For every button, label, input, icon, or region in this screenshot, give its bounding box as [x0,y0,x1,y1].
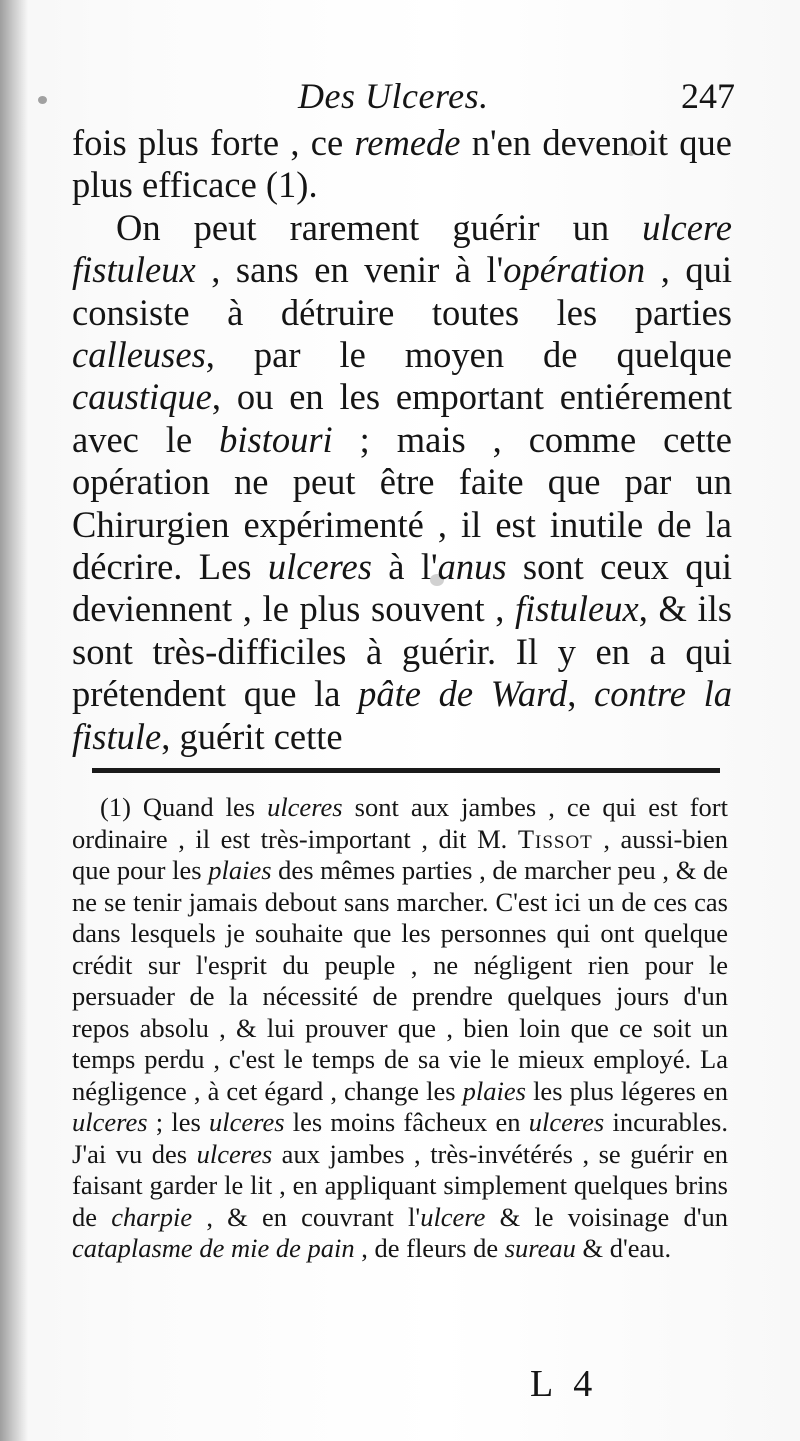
italic-run: sureau [504,1233,576,1263]
italic-run: opération [503,249,646,291]
italic-run: ulceres [267,546,372,588]
italic-run: caustique [72,376,212,418]
italic-run: ulceres [528,1107,605,1137]
italic-run: cataplasme de mie de pain [72,1233,355,1263]
text-run: des mêmes parties , de marcher peu , & de ne se tenir jamais debout sans marcher. C'est ici un de ces cas dans lesquels je souhaite que les personnes qui ont quelque crédit sur l'esprit du peuple , ne négligent rien pour le persuader de la nécessité de prendre quelques jours d'un repos absolu , & lui prouver que , bien loin que ce soit un temps perdu , c'est le temps de sa vie le mieux employé. La négligence , à cet égard , change les [72,855,728,1106]
italic-run: charpie [111,1201,193,1232]
page-header [70,72,735,122]
italic-run: ulceres [72,1107,148,1137]
text-run: , qui consiste à détruire toutes les parties [72,249,732,333]
main-text [72,122,732,758]
footnote-rule [92,768,720,773]
text-run: & d'eau. [575,1233,672,1263]
footnote-paragraph [72,792,728,1265]
text-run: , [567,673,595,715]
italic-run: plaies [208,855,272,885]
italic-run: remede [354,122,461,163]
text-run: ; les [147,1107,209,1137]
text-run: aux jambes , très-invétérés , se guérir en faisant garder le lit , en appliquant simplement quelques brins de [72,1138,728,1232]
text-run: , ou en les emportant entiérement avec le [72,376,732,460]
footnote [72,792,728,1265]
italic-run: ulceres [267,792,343,822]
text-run: & le voisinage d'un [485,1201,728,1232]
italic-run: pâte de Ward [358,673,568,715]
italic-run: calleuses [72,334,206,376]
text-run: fois plus forte , ce [72,122,355,163]
italic-run: ulceres [208,1107,285,1137]
italic-run: contre la fistule [72,673,732,757]
italic-run: ulceres [196,1138,273,1169]
author-name: Tissot [517,823,593,854]
text-run: , & en couvrant l' [192,1201,421,1232]
text-run: , de fleurs de [354,1233,505,1263]
text-run: , sans en venir à l' [195,249,504,291]
page-number: 247 [681,76,735,116]
page-gutter-shadow [0,0,28,1441]
text-run: , aussi-bien que pour les [72,823,728,885]
text-run: sont ceux qui deviennent , le plus souvent , [72,546,733,630]
italic-run: plaies [462,1075,526,1106]
ink-spot [38,96,47,104]
signature-mark: L 4 [530,1363,599,1405]
text-run: incurables. J'ai vu des [72,1107,728,1169]
italic-run: fistuleux [515,588,639,630]
running-title: Des Ulceres. [298,76,489,116]
paragraph [72,207,732,758]
text-run: , guérit cette [161,715,343,757]
italic-run: ulcere [420,1201,486,1232]
text-run: On peut rarement guérir un [116,206,643,248]
text-run: les moins fâcheux en [284,1107,529,1137]
text-run: ; mais , comme cette opération ne peut être faite que par un Chirurgien expérimenté , il est inutile de la décrire. Les [72,418,732,588]
text-run: , & ils sont très-difficiles à guérir. Il y en a qui prétendent que la [72,588,732,715]
italic-run: bistouri [219,418,333,460]
text-run: les plus légeres en [525,1075,728,1106]
italic-run: ulcere fistuleux [72,206,732,291]
text-run: n'en devenoit que plus efficace (1). [72,122,732,206]
text-run: sont aux jambes , ce qui est fort ordinaire , il est très-important , dit M. [72,792,728,854]
text-run: à l' [371,546,438,588]
text-run: (1) Quand les [100,792,268,822]
paragraph-continuation [72,122,732,207]
text-run: , par le moyen de quelque [205,334,732,376]
italic-run: anus [437,546,507,588]
